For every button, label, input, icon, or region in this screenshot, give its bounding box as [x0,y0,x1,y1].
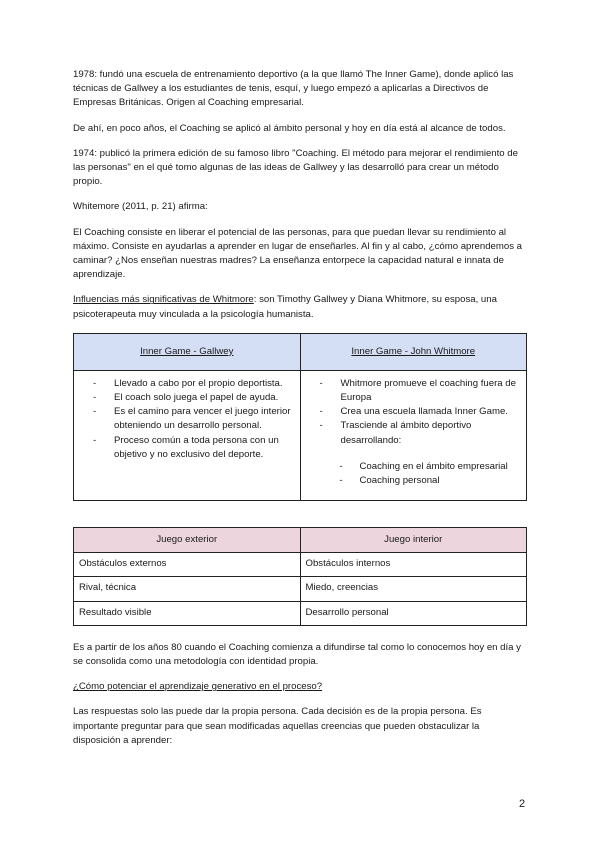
table-cell: Resultado visible [74,601,301,625]
list-item: - Llevado a cabo por el propio deportista. [80,377,294,391]
header-gallwey: Inner Game - Gallwey [74,333,301,370]
paragraph-anos-80: Es a partir de los años 80 cuando el Coaching comienza a difundirse tal como lo conocemos hoy en día y se consolida como una metodología con identidad propia. [73,641,521,668]
page-number: 2 [519,798,526,810]
table-cell: Desarrollo personal [300,601,527,625]
document-page [73,68,529,759]
influencias-label: Influencias más significativas de Whitmore [73,294,254,306]
whitmore-cell [300,370,527,500]
table-row [74,577,527,601]
header-juego-exterior: Juego exterior [74,528,301,553]
inner-game-header-row [74,333,527,370]
question-heading: ¿Cómo potenciar el aprendizaje generativo en el proceso? [73,681,323,693]
list-item: - Crea una escuela llamada Inner Game. [307,405,521,419]
whitmore-citation: Whitemore (2011, p. 21) afirma: [73,201,208,213]
table-row [74,601,527,625]
list-item: - Proceso común a toda persona con un objetivo y no exclusivo del deporte. [80,434,294,462]
paragraph-1974: 1974: publicó la primera edición de su famoso libro "Coaching. El método para mejorar el rendimiento de las personas" en el qué tomo algunas de las ideas de Gallwey y las desarrolló para crear un método propio. [73,147,518,188]
list-item: - Whitmore promueve el coaching fuera de Europa [307,377,521,405]
table-cell: Miedo, creencias [300,577,527,601]
list-item: - Coaching personal [307,474,521,488]
table-cell: Obstáculos internos [300,553,527,577]
table-cell: Obstáculos externos [74,553,301,577]
list-item: - Trasciende al ámbito deportivo desarrollando: [307,419,521,447]
inner-game-table [73,333,527,501]
header-whitmore: Inner Game - John Whitmore [300,333,527,370]
paragraph-1978: 1978: fundó una escuela de entrenamiento deportivo (a la que llamó The Inner Game), donde aplicó las técnicas de Gallwey a los estudiantes de tenis, esquí, y luego empezó a aplicarlas a Directivos de Empresas Británicas. Origen al Coaching empresarial. [73,69,514,109]
whitmore-sublist [307,460,521,488]
influencias-text: : son Timothy Gallwey y Diana Whitmore, su esposa, una psicoterapeuta muy vinculada a la psicología humanista. [73,294,497,320]
juego-table [73,527,527,626]
paragraph-ahi: De ahí, en poco años, el Coaching se aplicó al ámbito personal y hoy en día está al alcance de todos. [73,122,506,134]
table-cell: Rival, técnica [74,577,301,601]
inner-game-body-row [74,370,527,500]
table-row [74,553,527,577]
list-item: - Coaching en el ámbito empresarial [307,460,521,474]
list-item: - El coach solo juega el papel de ayuda. [80,391,294,405]
list-item: - Es el camino para vencer el juego interior obteniendo un desarrollo personal. [80,405,294,433]
gallwey-cell [74,370,301,500]
gallwey-list [80,377,294,462]
header-juego-interior: Juego interior [300,528,527,553]
juego-header-row [74,528,527,553]
paragraph-final: Las respuestas solo las puede dar la propia persona. Cada decisión es de la propia persona. Es importante preguntar para que sean modificadas aquellas creencias que pueden obstaculizar la disposición a aprender: [73,706,482,746]
whitmore-list [307,377,521,448]
influencias-paragraph [73,293,529,321]
whitmore-quote: El Coaching consiste en liberar el potencial de las personas, para que puedan llevar su rendimiento al máximo. Consiste en ayudarlas a aprender en lugar de enseñarles. Al fin y al cabo, ¿cómo aprendemos a caminar? ¿Nos enseñan nuestras madres? La enseñanza entorpece la capacidad natural e innata de aprendizaje. [73,226,523,281]
